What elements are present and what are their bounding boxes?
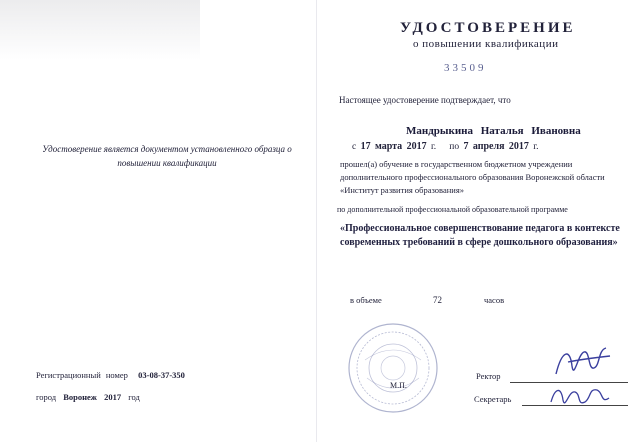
secretary-signature (545, 380, 615, 414)
document-subtitle: о повышении квалификации (413, 38, 559, 50)
from-prefix: с (352, 142, 357, 152)
from-day: 17 (360, 141, 371, 152)
official-seal-stamp (345, 320, 441, 416)
rector-label: Ректор (476, 371, 501, 381)
to-year-suffix: г. (533, 142, 539, 152)
city-year-line (36, 392, 140, 402)
seal-label: М.П. (390, 381, 407, 390)
city-prefix: город (36, 392, 57, 402)
program-title: «Профессиональное совершенствование педагога в контексте современных требований в сфере дошкольного образования» (340, 223, 620, 248)
training-dates (352, 141, 538, 152)
full-name: Мандрыкина Наталья Ивановна (406, 125, 581, 137)
registration-value: 03-08-37-350 (138, 370, 185, 380)
volume-label: в объеме (350, 295, 382, 305)
hours-label: часов (484, 295, 505, 305)
program-intro: по дополнительной профессиональной образовательной программе (337, 205, 568, 214)
to-month: апреля (472, 141, 505, 152)
center-fold (316, 0, 317, 442)
left-note: Удостоверение является документом установленного образца о повышении квалификации (42, 144, 292, 168)
city-year: 2017 (104, 392, 122, 402)
to-prefix: по (449, 142, 460, 152)
to-day: 7 (463, 141, 469, 152)
from-year: 2017 (406, 141, 427, 152)
secretary-label: Секретарь (474, 394, 512, 404)
city-name: Воронеж (63, 392, 97, 402)
registration-number (36, 370, 185, 380)
from-month: марта (374, 141, 403, 152)
document-title: УДОСТОВЕРЕНИЕ (400, 20, 576, 36)
confirm-text: Настоящее удостоверение подтверждает, что (339, 95, 511, 105)
scan-shadow (0, 0, 200, 60)
from-year-suffix: г. (430, 142, 437, 152)
city-suffix: год (128, 392, 140, 402)
education-text: прошел(а) обучение в государственном бюджетном учреждении дополнительного профессионального образования Воронежской области «Институт развития образования» (340, 159, 605, 195)
hours-value: 72 (433, 295, 442, 305)
registration-label: Регистрационный номер (36, 370, 128, 380)
to-year: 2017 (508, 141, 529, 152)
document-number: 33509 (444, 62, 487, 74)
